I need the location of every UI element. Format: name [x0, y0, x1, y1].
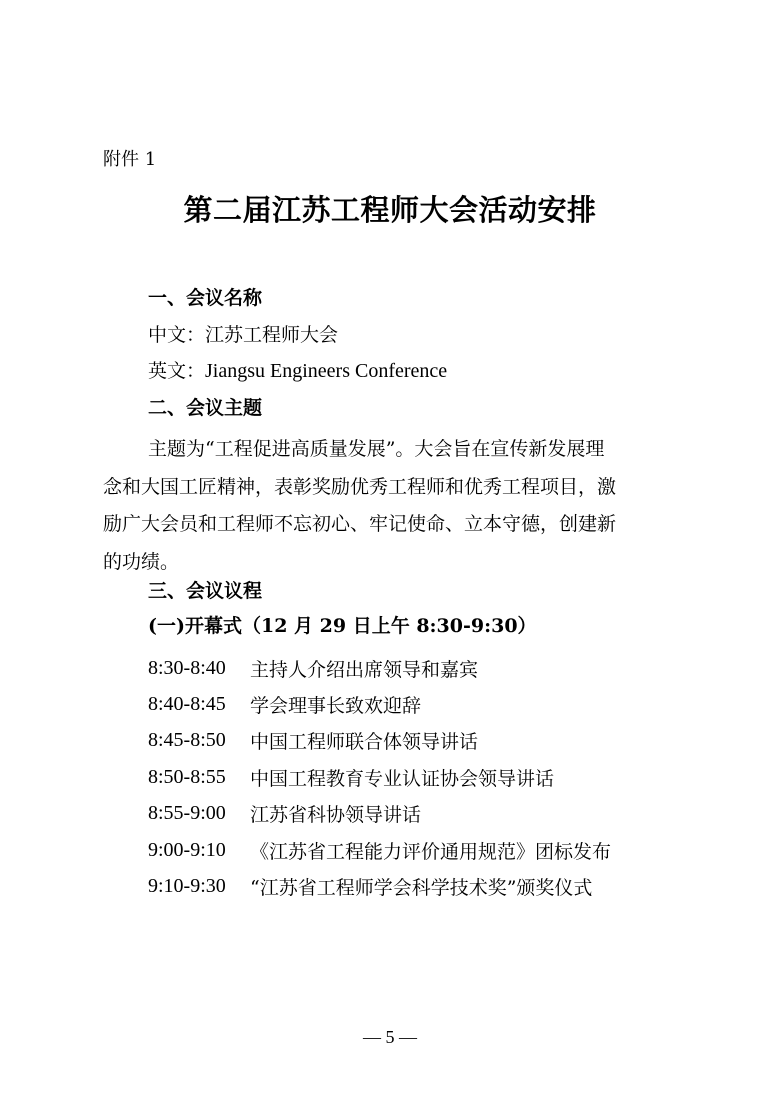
- agenda-item: 《江苏省工程能力评价通用规范》团标发布: [250, 840, 612, 863]
- english-name-label: 英文：: [148, 360, 206, 382]
- agenda-time: 9:00-9:10: [148, 838, 226, 861]
- agenda-item: 中国工程师联合体领导讲话: [250, 731, 479, 754]
- attachment-label: 附件 1: [103, 149, 157, 170]
- agenda-item: 学会理事长致欢迎辞: [250, 695, 422, 718]
- agenda-row: [148, 832, 611, 868]
- agenda-item: 中国工程教育专业认证协会领导讲话: [250, 767, 555, 790]
- document-title: 第二届江苏工程师大会活动安排: [183, 193, 597, 227]
- agenda-row: [148, 723, 611, 759]
- agenda-row: [148, 686, 611, 722]
- agenda-time: 9:10-9:30: [148, 875, 226, 898]
- theme-paragraph-line: 的功绩。: [103, 550, 180, 573]
- agenda-item: “江苏省工程师学会科学技术奖”颁奖仪式: [250, 877, 593, 900]
- agenda-row: [148, 796, 611, 832]
- agenda-row: [148, 650, 611, 686]
- chinese-name-label: 中文：: [148, 324, 206, 346]
- agenda-time: 8:45-8:50: [148, 729, 226, 752]
- opening-ceremony-heading: (一)开幕式（12 月 29 日上午 8:30-9:30）: [148, 615, 537, 637]
- chinese-name-value: 江苏工程师大会: [205, 324, 339, 346]
- chinese-name-line: [148, 322, 338, 348]
- agenda-row: [148, 759, 611, 795]
- section-heading-agenda: 三、会议议程: [148, 580, 263, 602]
- theme-paragraph: [103, 431, 673, 581]
- agenda-item: 主持人介绍出席领导和嘉宾: [250, 658, 479, 681]
- section-heading-theme: 二、会议主题: [148, 397, 263, 419]
- section-heading-meeting-name: 一、会议名称: [148, 287, 263, 309]
- agenda-list: [148, 650, 611, 905]
- agenda-time: 8:55-9:00: [148, 802, 226, 825]
- agenda-time: 8:40-8:45: [148, 693, 226, 716]
- page-number: — 5 —: [363, 1027, 417, 1047]
- agenda-time: 8:50-8:55: [148, 765, 226, 788]
- theme-paragraph-line: 主题为“工程促进高质量发展”。大会旨在宣传新发展理: [148, 438, 605, 460]
- english-name-line: [148, 358, 447, 384]
- agenda-time: 8:30-8:40: [148, 656, 226, 679]
- agenda-row: [148, 868, 611, 904]
- theme-paragraph-line: 励广大会员和工程师不忘初心、牢记使命、立本守德，创建新: [103, 513, 617, 535]
- english-name-value: Jiangsu Engineers Conference: [205, 360, 448, 382]
- theme-paragraph-line: 念和大国工匠精神，表彰奖励优秀工程师和优秀工程项目，激: [103, 475, 617, 498]
- agenda-item: 江苏省科协领导讲话: [250, 804, 422, 827]
